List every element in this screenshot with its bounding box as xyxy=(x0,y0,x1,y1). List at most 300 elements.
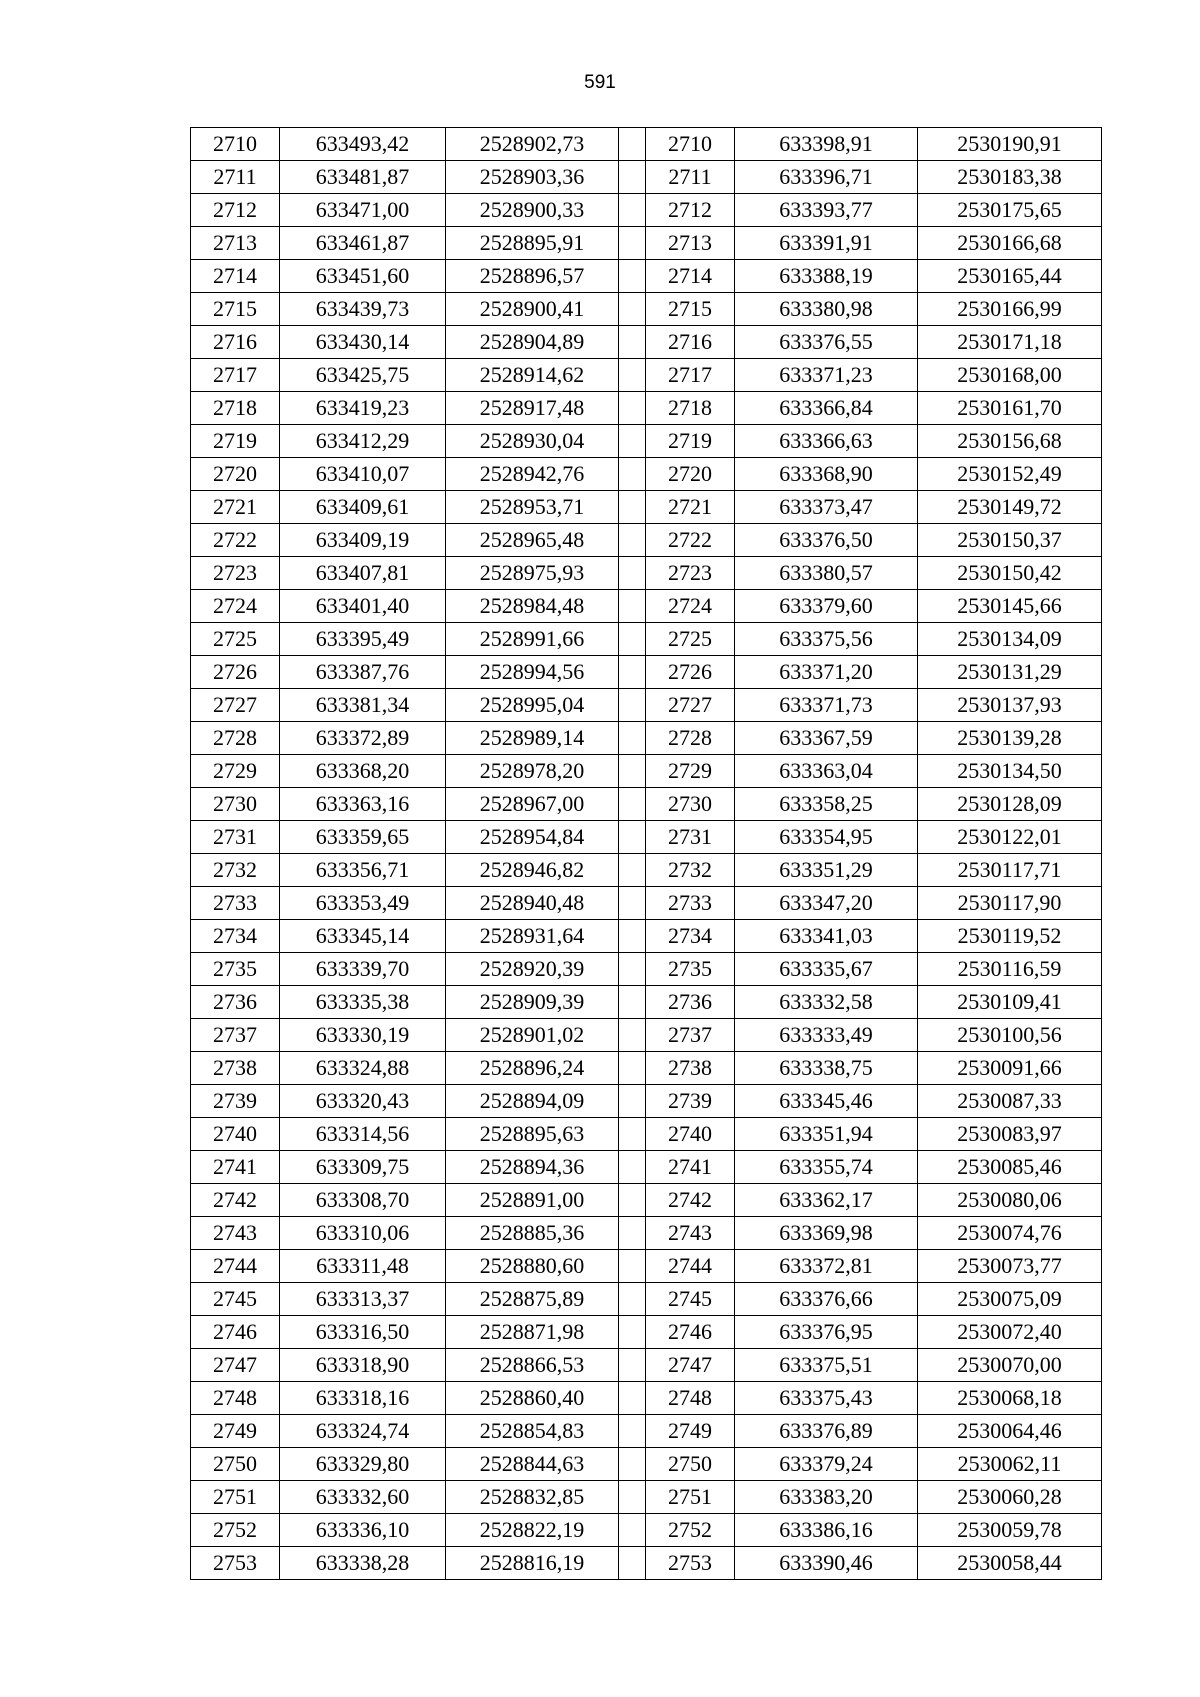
right-point-number-cell: 2720 xyxy=(646,458,735,491)
table-row xyxy=(191,722,1102,755)
right-x-coordinate-cell: 633369,98 xyxy=(735,1217,918,1250)
table-row xyxy=(191,1085,1102,1118)
right-y-coordinate-cell: 2530087,33 xyxy=(918,1085,1102,1118)
left-y-coordinate-cell: 2528914,62 xyxy=(446,359,619,392)
right-x-coordinate-cell: 633375,51 xyxy=(735,1349,918,1382)
right-y-coordinate-cell: 2530080,06 xyxy=(918,1184,1102,1217)
left-x-coordinate-cell: 633471,00 xyxy=(280,194,446,227)
right-point-number-cell: 2751 xyxy=(646,1481,735,1514)
table-row xyxy=(191,557,1102,590)
left-point-number-cell: 2743 xyxy=(191,1217,280,1250)
right-point-number-cell: 2724 xyxy=(646,590,735,623)
right-y-coordinate-cell: 2530149,72 xyxy=(918,491,1102,524)
table-row xyxy=(191,854,1102,887)
spacer-cell xyxy=(619,1316,646,1349)
spacer-cell xyxy=(619,656,646,689)
spacer-cell xyxy=(619,689,646,722)
spacer-cell xyxy=(619,1415,646,1448)
spacer-cell xyxy=(619,590,646,623)
spacer-cell xyxy=(619,392,646,425)
left-x-coordinate-cell: 633313,37 xyxy=(280,1283,446,1316)
left-point-number-cell: 2727 xyxy=(191,689,280,722)
right-x-coordinate-cell: 633376,50 xyxy=(735,524,918,557)
left-point-number-cell: 2753 xyxy=(191,1547,280,1580)
left-point-number-cell: 2715 xyxy=(191,293,280,326)
left-y-coordinate-cell: 2528822,19 xyxy=(446,1514,619,1547)
table-row xyxy=(191,194,1102,227)
right-x-coordinate-cell: 633391,91 xyxy=(735,227,918,260)
table-row xyxy=(191,425,1102,458)
left-y-coordinate-cell: 2528917,48 xyxy=(446,392,619,425)
spacer-cell xyxy=(619,491,646,524)
spacer-cell xyxy=(619,524,646,557)
spacer-cell xyxy=(619,194,646,227)
table-row xyxy=(191,953,1102,986)
left-x-coordinate-cell: 633314,56 xyxy=(280,1118,446,1151)
table-row xyxy=(191,1481,1102,1514)
right-x-coordinate-cell: 633373,47 xyxy=(735,491,918,524)
table-row xyxy=(191,1415,1102,1448)
left-y-coordinate-cell: 2528885,36 xyxy=(446,1217,619,1250)
right-y-coordinate-cell: 2530175,65 xyxy=(918,194,1102,227)
right-y-coordinate-cell: 2530070,00 xyxy=(918,1349,1102,1382)
right-x-coordinate-cell: 633371,73 xyxy=(735,689,918,722)
right-x-coordinate-cell: 633376,66 xyxy=(735,1283,918,1316)
table-row xyxy=(191,689,1102,722)
left-y-coordinate-cell: 2528991,66 xyxy=(446,623,619,656)
table-row xyxy=(191,1316,1102,1349)
right-point-number-cell: 2730 xyxy=(646,788,735,821)
left-point-number-cell: 2730 xyxy=(191,788,280,821)
spacer-cell xyxy=(619,1547,646,1580)
left-x-coordinate-cell: 633461,87 xyxy=(280,227,446,260)
table-row xyxy=(191,623,1102,656)
right-x-coordinate-cell: 633371,20 xyxy=(735,656,918,689)
spacer-cell xyxy=(619,557,646,590)
right-y-coordinate-cell: 2530059,78 xyxy=(918,1514,1102,1547)
left-point-number-cell: 2718 xyxy=(191,392,280,425)
spacer-cell xyxy=(619,755,646,788)
left-x-coordinate-cell: 633353,49 xyxy=(280,887,446,920)
right-x-coordinate-cell: 633375,43 xyxy=(735,1382,918,1415)
right-point-number-cell: 2736 xyxy=(646,986,735,1019)
table-row xyxy=(191,1217,1102,1250)
right-y-coordinate-cell: 2530190,91 xyxy=(918,128,1102,161)
left-y-coordinate-cell: 2528844,63 xyxy=(446,1448,619,1481)
left-x-coordinate-cell: 633372,89 xyxy=(280,722,446,755)
right-y-coordinate-cell: 2530150,42 xyxy=(918,557,1102,590)
left-x-coordinate-cell: 633336,10 xyxy=(280,1514,446,1547)
table-row xyxy=(191,260,1102,293)
right-y-coordinate-cell: 2530074,76 xyxy=(918,1217,1102,1250)
left-x-coordinate-cell: 633493,42 xyxy=(280,128,446,161)
left-x-coordinate-cell: 633318,16 xyxy=(280,1382,446,1415)
spacer-cell xyxy=(619,1283,646,1316)
right-point-number-cell: 2750 xyxy=(646,1448,735,1481)
left-y-coordinate-cell: 2528895,63 xyxy=(446,1118,619,1151)
left-x-coordinate-cell: 633395,49 xyxy=(280,623,446,656)
left-x-coordinate-cell: 633330,19 xyxy=(280,1019,446,1052)
left-y-coordinate-cell: 2528896,24 xyxy=(446,1052,619,1085)
spacer-cell xyxy=(619,1184,646,1217)
table-row xyxy=(191,1250,1102,1283)
right-x-coordinate-cell: 633341,03 xyxy=(735,920,918,953)
left-x-coordinate-cell: 633335,38 xyxy=(280,986,446,1019)
left-y-coordinate-cell: 2528854,83 xyxy=(446,1415,619,1448)
table-row xyxy=(191,821,1102,854)
right-point-number-cell: 2746 xyxy=(646,1316,735,1349)
left-point-number-cell: 2725 xyxy=(191,623,280,656)
table-row xyxy=(191,590,1102,623)
left-point-number-cell: 2728 xyxy=(191,722,280,755)
table-row xyxy=(191,1382,1102,1415)
spacer-cell xyxy=(619,788,646,821)
left-x-coordinate-cell: 633320,43 xyxy=(280,1085,446,1118)
left-point-number-cell: 2746 xyxy=(191,1316,280,1349)
right-point-number-cell: 2710 xyxy=(646,128,735,161)
right-y-coordinate-cell: 2530085,46 xyxy=(918,1151,1102,1184)
spacer-cell xyxy=(619,128,646,161)
right-point-number-cell: 2715 xyxy=(646,293,735,326)
right-y-coordinate-cell: 2530073,77 xyxy=(918,1250,1102,1283)
left-y-coordinate-cell: 2528895,91 xyxy=(446,227,619,260)
right-point-number-cell: 2727 xyxy=(646,689,735,722)
right-point-number-cell: 2711 xyxy=(646,161,735,194)
left-x-coordinate-cell: 633332,60 xyxy=(280,1481,446,1514)
left-x-coordinate-cell: 633425,75 xyxy=(280,359,446,392)
spacer-cell xyxy=(619,920,646,953)
right-y-coordinate-cell: 2530075,09 xyxy=(918,1283,1102,1316)
right-x-coordinate-cell: 633333,49 xyxy=(735,1019,918,1052)
left-y-coordinate-cell: 2528894,09 xyxy=(446,1085,619,1118)
spacer-cell xyxy=(619,1052,646,1085)
spacer-cell xyxy=(619,227,646,260)
left-y-coordinate-cell: 2528896,57 xyxy=(446,260,619,293)
left-point-number-cell: 2726 xyxy=(191,656,280,689)
right-point-number-cell: 2752 xyxy=(646,1514,735,1547)
table-row xyxy=(191,920,1102,953)
table-row xyxy=(191,359,1102,392)
left-point-number-cell: 2720 xyxy=(191,458,280,491)
spacer-cell xyxy=(619,1217,646,1250)
right-point-number-cell: 2726 xyxy=(646,656,735,689)
left-y-coordinate-cell: 2528931,64 xyxy=(446,920,619,953)
left-point-number-cell: 2747 xyxy=(191,1349,280,1382)
spacer-cell xyxy=(619,1085,646,1118)
left-x-coordinate-cell: 633430,14 xyxy=(280,326,446,359)
left-y-coordinate-cell: 2528984,48 xyxy=(446,590,619,623)
left-point-number-cell: 2716 xyxy=(191,326,280,359)
spacer-cell xyxy=(619,821,646,854)
right-y-coordinate-cell: 2530116,59 xyxy=(918,953,1102,986)
table-row xyxy=(191,491,1102,524)
left-x-coordinate-cell: 633401,40 xyxy=(280,590,446,623)
right-point-number-cell: 2717 xyxy=(646,359,735,392)
right-y-coordinate-cell: 2530100,56 xyxy=(918,1019,1102,1052)
left-y-coordinate-cell: 2528901,02 xyxy=(446,1019,619,1052)
left-x-coordinate-cell: 633308,70 xyxy=(280,1184,446,1217)
spacer-cell xyxy=(619,1481,646,1514)
spacer-cell xyxy=(619,1250,646,1283)
left-y-coordinate-cell: 2528975,93 xyxy=(446,557,619,590)
left-point-number-cell: 2752 xyxy=(191,1514,280,1547)
left-point-number-cell: 2740 xyxy=(191,1118,280,1151)
right-x-coordinate-cell: 633376,95 xyxy=(735,1316,918,1349)
table-row xyxy=(191,788,1102,821)
left-y-coordinate-cell: 2528994,56 xyxy=(446,656,619,689)
right-point-number-cell: 2738 xyxy=(646,1052,735,1085)
right-x-coordinate-cell: 633372,81 xyxy=(735,1250,918,1283)
left-x-coordinate-cell: 633356,71 xyxy=(280,854,446,887)
right-y-coordinate-cell: 2530109,41 xyxy=(918,986,1102,1019)
left-y-coordinate-cell: 2528832,85 xyxy=(446,1481,619,1514)
left-y-coordinate-cell: 2528894,36 xyxy=(446,1151,619,1184)
right-y-coordinate-cell: 2530165,44 xyxy=(918,260,1102,293)
spacer-cell xyxy=(619,293,646,326)
right-point-number-cell: 2742 xyxy=(646,1184,735,1217)
left-x-coordinate-cell: 633412,29 xyxy=(280,425,446,458)
spacer-cell xyxy=(619,623,646,656)
right-point-number-cell: 2731 xyxy=(646,821,735,854)
right-point-number-cell: 2712 xyxy=(646,194,735,227)
left-point-number-cell: 2723 xyxy=(191,557,280,590)
table-row xyxy=(191,392,1102,425)
right-x-coordinate-cell: 633379,24 xyxy=(735,1448,918,1481)
table-row xyxy=(191,755,1102,788)
right-y-coordinate-cell: 2530145,66 xyxy=(918,590,1102,623)
right-x-coordinate-cell: 633380,57 xyxy=(735,557,918,590)
right-y-coordinate-cell: 2530064,46 xyxy=(918,1415,1102,1448)
spacer-cell xyxy=(619,1382,646,1415)
left-point-number-cell: 2731 xyxy=(191,821,280,854)
page-number: 591 xyxy=(584,72,616,93)
spacer-cell xyxy=(619,161,646,194)
table-row xyxy=(191,1283,1102,1316)
left-y-coordinate-cell: 2528954,84 xyxy=(446,821,619,854)
right-x-coordinate-cell: 633347,20 xyxy=(735,887,918,920)
table-row xyxy=(191,1547,1102,1580)
right-y-coordinate-cell: 2530058,44 xyxy=(918,1547,1102,1580)
spacer-cell xyxy=(619,854,646,887)
right-x-coordinate-cell: 633363,04 xyxy=(735,755,918,788)
right-x-coordinate-cell: 633383,20 xyxy=(735,1481,918,1514)
right-point-number-cell: 2722 xyxy=(646,524,735,557)
left-point-number-cell: 2742 xyxy=(191,1184,280,1217)
right-y-coordinate-cell: 2530134,50 xyxy=(918,755,1102,788)
table-row xyxy=(191,887,1102,920)
right-point-number-cell: 2723 xyxy=(646,557,735,590)
right-x-coordinate-cell: 633376,55 xyxy=(735,326,918,359)
left-y-coordinate-cell: 2528903,36 xyxy=(446,161,619,194)
left-x-coordinate-cell: 633345,14 xyxy=(280,920,446,953)
left-y-coordinate-cell: 2528902,73 xyxy=(446,128,619,161)
left-x-coordinate-cell: 633310,06 xyxy=(280,1217,446,1250)
left-x-coordinate-cell: 633318,90 xyxy=(280,1349,446,1382)
left-x-coordinate-cell: 633329,80 xyxy=(280,1448,446,1481)
right-x-coordinate-cell: 633366,84 xyxy=(735,392,918,425)
left-x-coordinate-cell: 633409,61 xyxy=(280,491,446,524)
left-y-coordinate-cell: 2528953,71 xyxy=(446,491,619,524)
left-y-coordinate-cell: 2528891,00 xyxy=(446,1184,619,1217)
left-y-coordinate-cell: 2528900,33 xyxy=(446,194,619,227)
right-y-coordinate-cell: 2530128,09 xyxy=(918,788,1102,821)
left-point-number-cell: 2745 xyxy=(191,1283,280,1316)
left-x-coordinate-cell: 633363,16 xyxy=(280,788,446,821)
table-row xyxy=(191,1184,1102,1217)
left-x-coordinate-cell: 633338,28 xyxy=(280,1547,446,1580)
spacer-cell xyxy=(619,458,646,491)
right-point-number-cell: 2713 xyxy=(646,227,735,260)
right-x-coordinate-cell: 633379,60 xyxy=(735,590,918,623)
spacer-cell xyxy=(619,359,646,392)
right-y-coordinate-cell: 2530060,28 xyxy=(918,1481,1102,1514)
table-row xyxy=(191,1349,1102,1382)
left-point-number-cell: 2717 xyxy=(191,359,280,392)
right-x-coordinate-cell: 633351,94 xyxy=(735,1118,918,1151)
right-point-number-cell: 2728 xyxy=(646,722,735,755)
left-point-number-cell: 2714 xyxy=(191,260,280,293)
right-point-number-cell: 2714 xyxy=(646,260,735,293)
spacer-cell xyxy=(619,1151,646,1184)
left-x-coordinate-cell: 633309,75 xyxy=(280,1151,446,1184)
right-x-coordinate-cell: 633367,59 xyxy=(735,722,918,755)
right-y-coordinate-cell: 2530152,49 xyxy=(918,458,1102,491)
right-x-coordinate-cell: 633368,90 xyxy=(735,458,918,491)
right-y-coordinate-cell: 2530156,68 xyxy=(918,425,1102,458)
left-point-number-cell: 2710 xyxy=(191,128,280,161)
right-x-coordinate-cell: 633332,58 xyxy=(735,986,918,1019)
table-row xyxy=(191,1448,1102,1481)
spacer-cell xyxy=(619,887,646,920)
left-point-number-cell: 2721 xyxy=(191,491,280,524)
left-x-coordinate-cell: 633324,88 xyxy=(280,1052,446,1085)
right-point-number-cell: 2721 xyxy=(646,491,735,524)
left-point-number-cell: 2741 xyxy=(191,1151,280,1184)
left-point-number-cell: 2711 xyxy=(191,161,280,194)
right-x-coordinate-cell: 633354,95 xyxy=(735,821,918,854)
left-point-number-cell: 2712 xyxy=(191,194,280,227)
left-x-coordinate-cell: 633316,50 xyxy=(280,1316,446,1349)
right-point-number-cell: 2741 xyxy=(646,1151,735,1184)
right-x-coordinate-cell: 633335,67 xyxy=(735,953,918,986)
left-y-coordinate-cell: 2528866,53 xyxy=(446,1349,619,1382)
right-point-number-cell: 2716 xyxy=(646,326,735,359)
right-x-coordinate-cell: 633351,29 xyxy=(735,854,918,887)
right-point-number-cell: 2719 xyxy=(646,425,735,458)
right-x-coordinate-cell: 633396,71 xyxy=(735,161,918,194)
left-y-coordinate-cell: 2528904,89 xyxy=(446,326,619,359)
spacer-cell xyxy=(619,1118,646,1151)
left-x-coordinate-cell: 633339,70 xyxy=(280,953,446,986)
right-x-coordinate-cell: 633366,63 xyxy=(735,425,918,458)
right-x-coordinate-cell: 633398,91 xyxy=(735,128,918,161)
right-y-coordinate-cell: 2530119,52 xyxy=(918,920,1102,953)
spacer-cell xyxy=(619,326,646,359)
left-y-coordinate-cell: 2528930,04 xyxy=(446,425,619,458)
right-x-coordinate-cell: 633393,77 xyxy=(735,194,918,227)
table-row xyxy=(191,1514,1102,1547)
left-y-coordinate-cell: 2528871,98 xyxy=(446,1316,619,1349)
spacer-cell xyxy=(619,260,646,293)
table-row xyxy=(191,656,1102,689)
left-point-number-cell: 2748 xyxy=(191,1382,280,1415)
table-row xyxy=(191,227,1102,260)
table-row xyxy=(191,326,1102,359)
table-row xyxy=(191,986,1102,1019)
spacer-cell xyxy=(619,722,646,755)
right-point-number-cell: 2740 xyxy=(646,1118,735,1151)
right-point-number-cell: 2729 xyxy=(646,755,735,788)
left-point-number-cell: 2738 xyxy=(191,1052,280,1085)
right-point-number-cell: 2732 xyxy=(646,854,735,887)
left-point-number-cell: 2719 xyxy=(191,425,280,458)
left-y-coordinate-cell: 2528875,89 xyxy=(446,1283,619,1316)
left-y-coordinate-cell: 2528946,82 xyxy=(446,854,619,887)
right-y-coordinate-cell: 2530139,28 xyxy=(918,722,1102,755)
left-y-coordinate-cell: 2528995,04 xyxy=(446,689,619,722)
table-row xyxy=(191,293,1102,326)
right-point-number-cell: 2753 xyxy=(646,1547,735,1580)
right-point-number-cell: 2725 xyxy=(646,623,735,656)
right-x-coordinate-cell: 633358,25 xyxy=(735,788,918,821)
right-y-coordinate-cell: 2530072,40 xyxy=(918,1316,1102,1349)
table-row xyxy=(191,1019,1102,1052)
table-row xyxy=(191,458,1102,491)
left-y-coordinate-cell: 2528942,76 xyxy=(446,458,619,491)
left-x-coordinate-cell: 633381,34 xyxy=(280,689,446,722)
right-y-coordinate-cell: 2530122,01 xyxy=(918,821,1102,854)
right-x-coordinate-cell: 633338,75 xyxy=(735,1052,918,1085)
left-point-number-cell: 2737 xyxy=(191,1019,280,1052)
left-y-coordinate-cell: 2528965,48 xyxy=(446,524,619,557)
left-x-coordinate-cell: 633451,60 xyxy=(280,260,446,293)
left-y-coordinate-cell: 2528978,20 xyxy=(446,755,619,788)
right-x-coordinate-cell: 633355,74 xyxy=(735,1151,918,1184)
right-x-coordinate-cell: 633390,46 xyxy=(735,1547,918,1580)
right-y-coordinate-cell: 2530166,99 xyxy=(918,293,1102,326)
right-y-coordinate-cell: 2530131,29 xyxy=(918,656,1102,689)
table-row xyxy=(191,128,1102,161)
left-point-number-cell: 2713 xyxy=(191,227,280,260)
right-y-coordinate-cell: 2530117,90 xyxy=(918,887,1102,920)
left-x-coordinate-cell: 633311,48 xyxy=(280,1250,446,1283)
left-y-coordinate-cell: 2528860,40 xyxy=(446,1382,619,1415)
left-point-number-cell: 2722 xyxy=(191,524,280,557)
spacer-cell xyxy=(619,1349,646,1382)
left-y-coordinate-cell: 2528900,41 xyxy=(446,293,619,326)
right-x-coordinate-cell: 633371,23 xyxy=(735,359,918,392)
left-x-coordinate-cell: 633409,19 xyxy=(280,524,446,557)
left-point-number-cell: 2724 xyxy=(191,590,280,623)
coordinates-table-body xyxy=(191,128,1102,1580)
right-point-number-cell: 2747 xyxy=(646,1349,735,1382)
right-point-number-cell: 2743 xyxy=(646,1217,735,1250)
right-y-coordinate-cell: 2530068,18 xyxy=(918,1382,1102,1415)
left-x-coordinate-cell: 633368,20 xyxy=(280,755,446,788)
right-y-coordinate-cell: 2530137,93 xyxy=(918,689,1102,722)
right-point-number-cell: 2737 xyxy=(646,1019,735,1052)
left-x-coordinate-cell: 633439,73 xyxy=(280,293,446,326)
coordinates-table xyxy=(190,127,1102,1580)
left-y-coordinate-cell: 2528920,39 xyxy=(446,953,619,986)
right-point-number-cell: 2748 xyxy=(646,1382,735,1415)
left-x-coordinate-cell: 633481,87 xyxy=(280,161,446,194)
left-point-number-cell: 2751 xyxy=(191,1481,280,1514)
left-x-coordinate-cell: 633359,65 xyxy=(280,821,446,854)
right-x-coordinate-cell: 633376,89 xyxy=(735,1415,918,1448)
table-row xyxy=(191,161,1102,194)
left-point-number-cell: 2733 xyxy=(191,887,280,920)
